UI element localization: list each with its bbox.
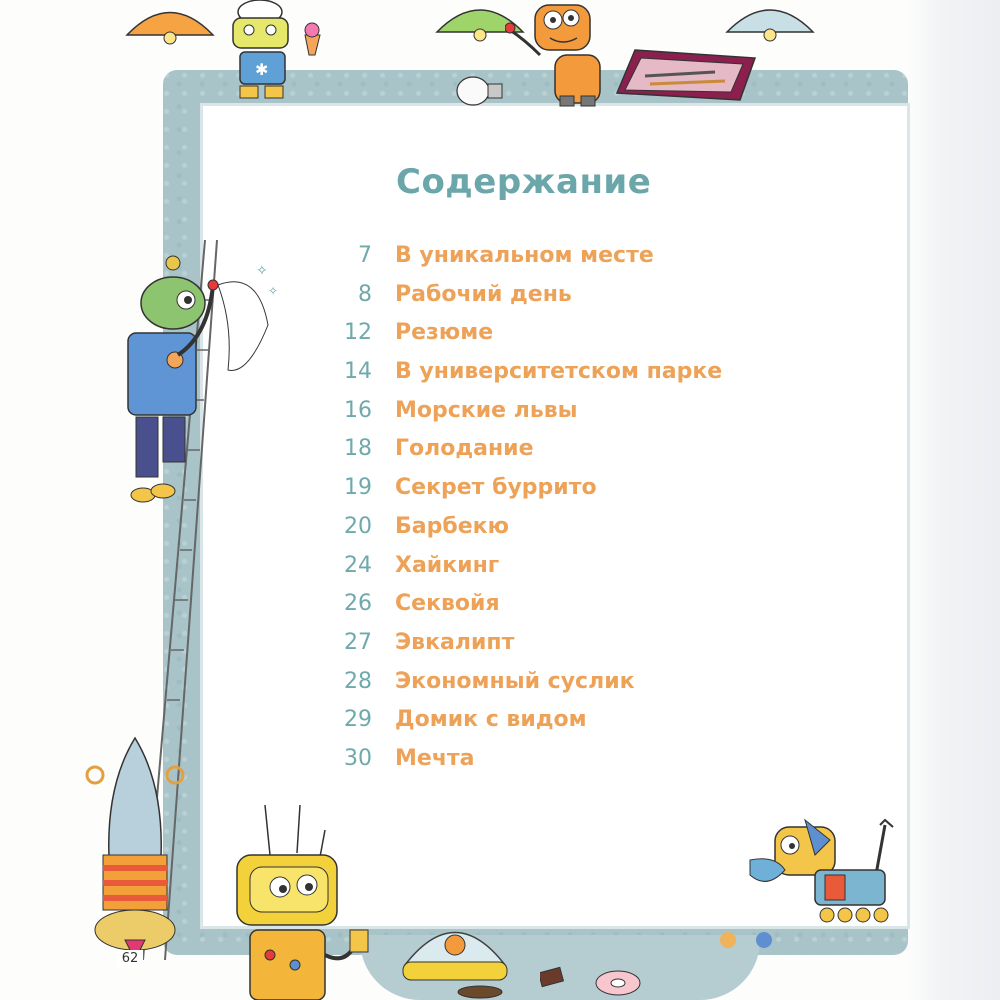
toc-page-number: 24: [344, 552, 372, 578]
toc-entry: [330, 740, 770, 779]
toc-entry-title: Эвкалипт: [395, 629, 515, 655]
table-of-contents: [330, 237, 770, 779]
toc-entry-title: В университетском парке: [395, 359, 723, 385]
page-edge-shadow: [905, 0, 1000, 1000]
toc-entry-title: Барбекю: [395, 513, 509, 539]
toc-entry: [330, 585, 770, 624]
toc-entry-title: Резюме: [395, 320, 494, 346]
yellow-robot-illustration: [225, 805, 380, 1000]
toc-page-number: 30: [344, 745, 372, 771]
monitor-knob-orange: [720, 932, 736, 948]
toc-entry: [330, 547, 770, 586]
toc-entry-title: Морские львы: [395, 397, 578, 423]
donut-icon: [540, 955, 650, 1000]
toc-entry-title: Экономный суслик: [395, 668, 635, 694]
toc-entry: [330, 663, 770, 702]
window-cleaning-robot-illustration: [118, 245, 278, 520]
toc-page-number: 18: [344, 436, 372, 462]
toc-page-number: 19: [344, 475, 372, 501]
toc-entry-title: Секвойя: [395, 591, 500, 617]
toc-entry-title: Хайкинг: [395, 552, 500, 578]
toc-entry-title: Секрет буррито: [395, 475, 597, 501]
toc-entry: [330, 430, 770, 469]
toc-page-number: 16: [344, 397, 372, 423]
toc-entry-title: Рабочий день: [395, 281, 572, 307]
toc-page-number: 7: [358, 243, 372, 268]
toolbox-illustration: [615, 48, 760, 106]
svg-text:✱: ✱: [255, 60, 269, 79]
rover-robot-illustration: [395, 910, 515, 1000]
svg-text:✧: ✧: [268, 284, 278, 298]
toc-entry-title: Мечта: [395, 745, 475, 771]
toc-title: Содержание: [396, 162, 652, 202]
toc-page-number: 12: [344, 320, 372, 346]
toc-entry: [330, 508, 770, 547]
toc-entry-title: В уникальном месте: [395, 243, 654, 268]
toc-page-number: 14: [344, 359, 372, 385]
chef-robot-illustration: [215, 0, 325, 105]
lamp-icon: [125, 0, 215, 45]
svg-text:✧: ✧: [256, 263, 268, 279]
toc-entry-title: Домик с видом: [395, 707, 587, 733]
monitor-knob-blue: [756, 932, 772, 948]
toc-page-number: 27: [344, 629, 372, 655]
toc-entry: [330, 392, 770, 431]
toc-page-number: 20: [344, 513, 372, 539]
toc-entry: [330, 469, 770, 508]
toc-page-number: 29: [344, 707, 372, 733]
toc-page-number: 8: [358, 281, 372, 307]
toc-entry-title: Голодание: [395, 436, 534, 462]
toc-entry: [330, 314, 770, 353]
rocket-robot-illustration: [85, 730, 185, 960]
toc-entry: [330, 624, 770, 663]
robot-dog-illustration: [745, 815, 910, 930]
page-number: 62: [117, 950, 143, 968]
lamp-icon: [725, 0, 815, 45]
toc-entry: [330, 353, 770, 392]
toc-page-number: 28: [344, 668, 372, 694]
lightbulb-icon: [455, 72, 510, 110]
toc-page-number: 26: [344, 591, 372, 617]
toc-entry: [330, 701, 770, 740]
reaching-robot-illustration: [505, 0, 620, 108]
toc-entry: [330, 276, 770, 315]
toc-entry: [330, 237, 770, 276]
